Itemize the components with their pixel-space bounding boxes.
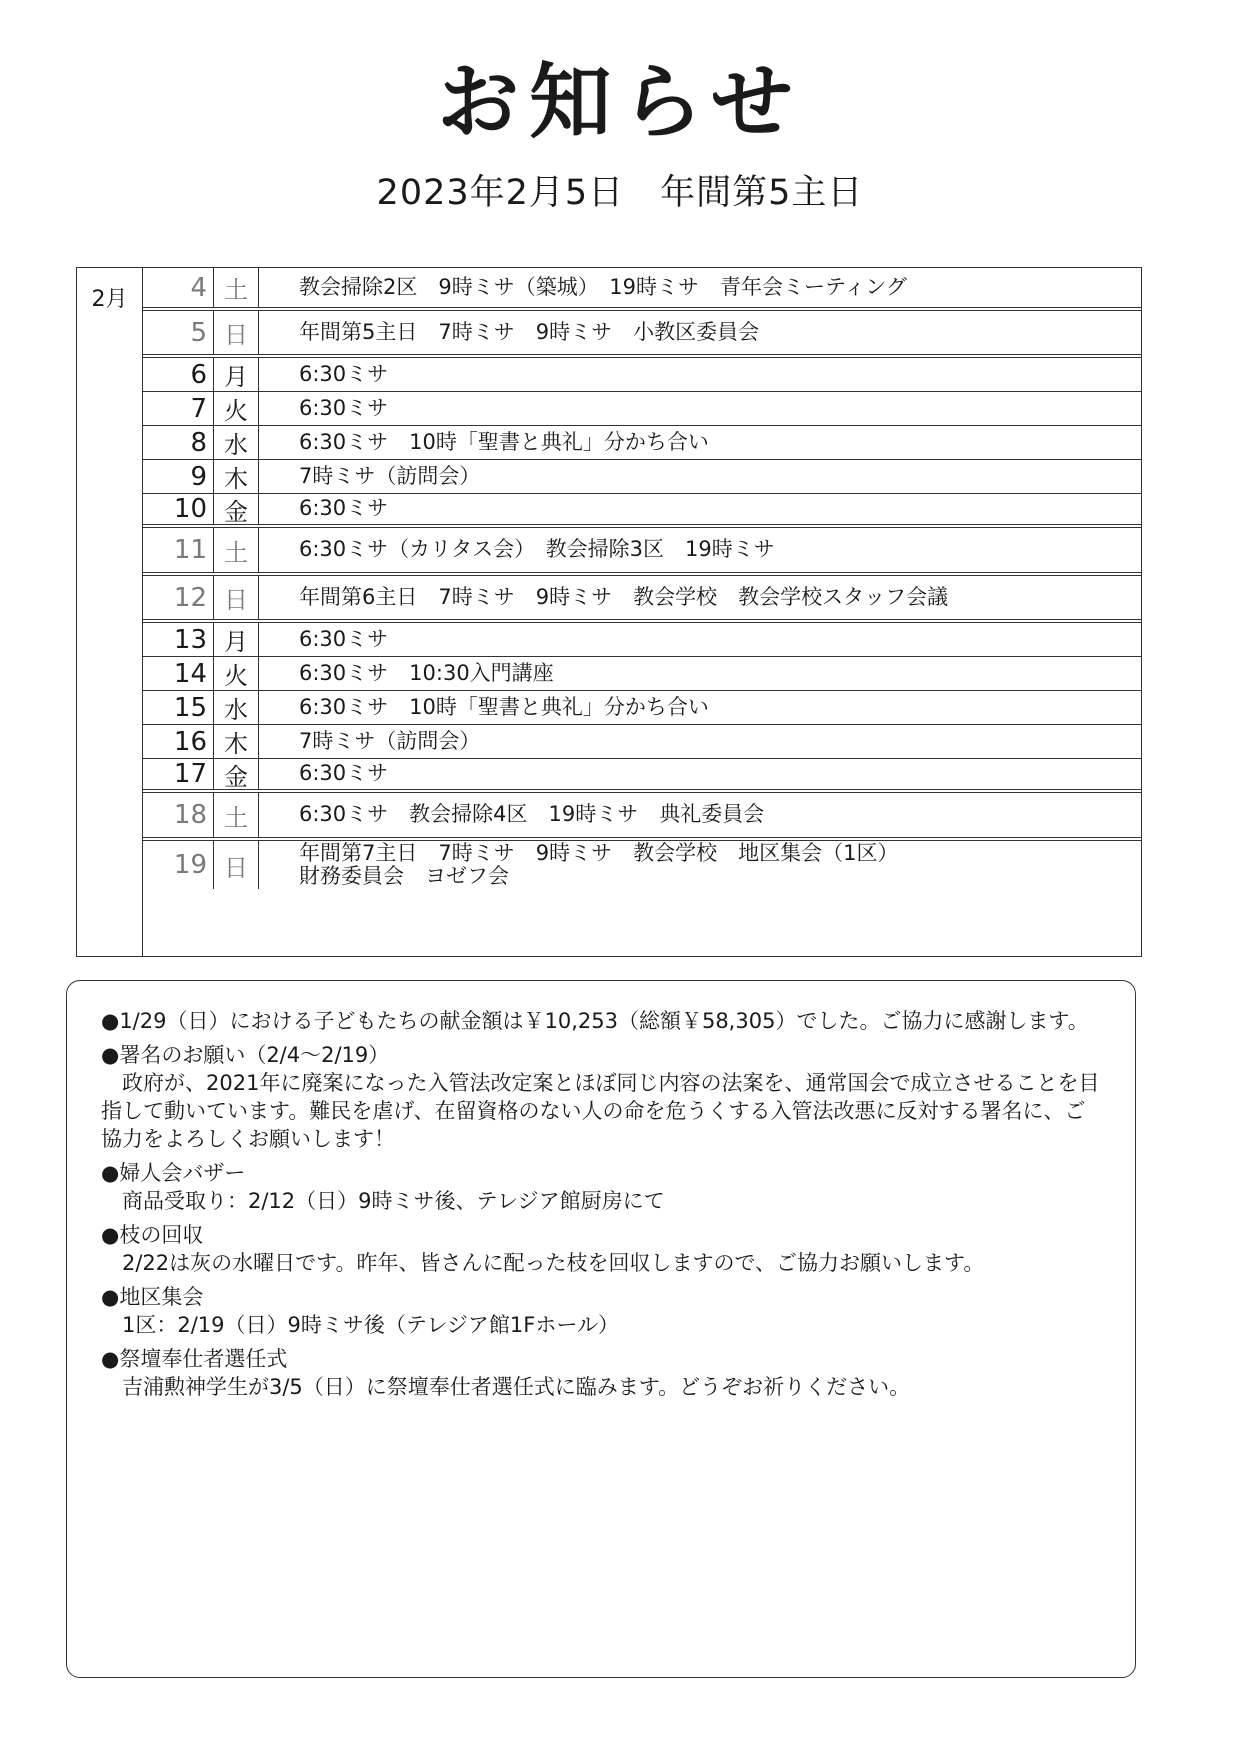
notice-body: 政府が、2021年に廃案になった入管法改定案とほぼ同じ内容の法案を、通常国会で成立させることを目指して動いています。難民を虐げ、在留資格のない人の命を危うくする入管法改悪に反対する署名に、ご協力をよろしくお願いします！	[101, 1071, 1100, 1151]
schedule-row	[143, 528, 1141, 576]
day-of-week: 月	[213, 623, 259, 656]
day-of-week: 月	[213, 358, 259, 391]
notice-body: 1区：2/19（日）9時ミサ後（テレジア館1Fホール）	[122, 1313, 619, 1337]
day-of-week: 水	[213, 426, 259, 459]
schedule-table	[76, 267, 1142, 957]
day-number: 11	[173, 535, 207, 565]
day-events: 6:30ミサ	[299, 761, 389, 786]
day-events: 年間第7主日 7時ミサ 9時ミサ 教会学校 地区集会（1区） 財務委員会 ヨゼフ会	[299, 840, 899, 888]
notice-heading: ●婦人会バザー	[101, 1161, 246, 1185]
notice-heading: ●枝の回収	[101, 1223, 204, 1247]
day-of-week: 火	[213, 657, 259, 690]
day-events: 7時ミサ（訪問会）	[299, 728, 481, 753]
day-events: 6:30ミサ	[299, 395, 389, 420]
notice-heading: ●祭壇奉仕者選任式	[101, 1347, 288, 1371]
day-number: 9	[190, 461, 207, 492]
notice-item	[101, 1007, 1105, 1035]
day-number: 14	[173, 658, 207, 689]
schedule-rows	[143, 268, 1141, 956]
notice-item	[101, 1041, 1105, 1153]
schedule-row	[143, 576, 1141, 623]
schedule-row	[143, 268, 1141, 311]
day-number: 5	[190, 317, 207, 348]
day-number: 16	[173, 726, 207, 757]
notice-heading: ●1/29（日）における子どもたちの献金額は￥10,253（総額￥58,305）でした。ご協力に感謝します。	[101, 1009, 1089, 1033]
day-events: 6:30ミサ 10:30入門講座	[299, 660, 554, 685]
day-events: 年間第6主日 7時ミサ 9時ミサ 教会学校 教会学校スタッフ会議	[299, 584, 949, 609]
day-number: 17	[173, 759, 207, 789]
schedule-row	[143, 793, 1141, 841]
day-number: 19	[173, 850, 207, 880]
day-of-week: 金	[213, 494, 259, 524]
day-of-week: 日	[213, 576, 259, 619]
day-number: 7	[190, 393, 207, 424]
day-number: 8	[190, 427, 207, 458]
notice-item	[101, 1345, 1105, 1401]
day-of-week: 土	[213, 793, 259, 837]
day-of-week: 土	[213, 528, 259, 572]
notice-item	[101, 1221, 1105, 1277]
notice-heading: ●署名のお願い（2/4～2/19）	[101, 1043, 390, 1067]
day-of-week: 金	[213, 759, 259, 789]
day-number: 4	[190, 272, 207, 303]
day-events: 6:30ミサ	[299, 626, 389, 651]
schedule-row	[143, 358, 1141, 392]
day-of-week: 日	[213, 841, 259, 889]
schedule-row	[143, 657, 1141, 691]
day-of-week: 火	[213, 392, 259, 425]
day-events: 年間第5主日 7時ミサ 9時ミサ 小教区委員会	[299, 319, 760, 344]
page-title: お知らせ	[437, 55, 803, 150]
schedule-row	[143, 841, 1141, 889]
day-events: 6:30ミサ（カリタス会） 教会掃除3区 19時ミサ	[299, 537, 775, 562]
day-of-week: 水	[213, 691, 259, 724]
day-events: 6:30ミサ	[299, 496, 389, 521]
schedule-row	[143, 759, 1141, 793]
schedule-row	[143, 426, 1141, 460]
day-number: 12	[173, 582, 207, 613]
day-events: 6:30ミサ	[299, 361, 389, 386]
notice-box	[66, 980, 1136, 1678]
notice-body: 商品受取り：2/12（日）9時ミサ後、テレジア館厨房にて	[122, 1189, 665, 1213]
notice-heading: ●地区集会	[101, 1285, 204, 1309]
day-of-week: 木	[213, 460, 259, 493]
schedule-row	[143, 311, 1141, 358]
day-number: 13	[173, 624, 207, 655]
notice-body: 吉浦勲神学生が3/5（日）に祭壇奉仕者選任式に臨みます。どうぞお祈りください。	[122, 1375, 911, 1399]
day-events: 6:30ミサ 10時「聖書と典礼」分かち合い	[299, 429, 709, 454]
schedule-row	[143, 623, 1141, 657]
schedule-row	[143, 392, 1141, 426]
schedule-row	[143, 460, 1141, 494]
day-events: 6:30ミサ 教会掃除4区 19時ミサ 典礼委員会	[299, 802, 765, 827]
day-number: 6	[190, 359, 207, 390]
schedule-row	[143, 494, 1141, 528]
day-of-week: 日	[213, 311, 259, 354]
schedule-row	[143, 725, 1141, 759]
notice-body: 2/22は灰の水曜日です。昨年、皆さんに配った枝を回収しますので、ご協力お願いします。	[122, 1251, 985, 1275]
schedule-row	[143, 691, 1141, 725]
day-of-week: 木	[213, 725, 259, 758]
notice-item	[101, 1159, 1105, 1215]
day-number: 18	[173, 800, 207, 830]
day-number: 10	[173, 494, 207, 524]
day-number: 15	[173, 692, 207, 723]
day-events: 6:30ミサ 10時「聖書と典礼」分かち合い	[299, 694, 709, 719]
month-label: 2月	[77, 268, 143, 956]
page-subtitle: 2023年2月5日 年間第5主日	[376, 173, 864, 213]
day-events: 教会掃除2区 9時ミサ（築城） 19時ミサ 青年会ミーティング	[299, 274, 907, 299]
day-of-week: 土	[213, 268, 259, 307]
notice-item	[101, 1283, 1105, 1339]
day-events: 7時ミサ（訪問会）	[299, 463, 481, 488]
